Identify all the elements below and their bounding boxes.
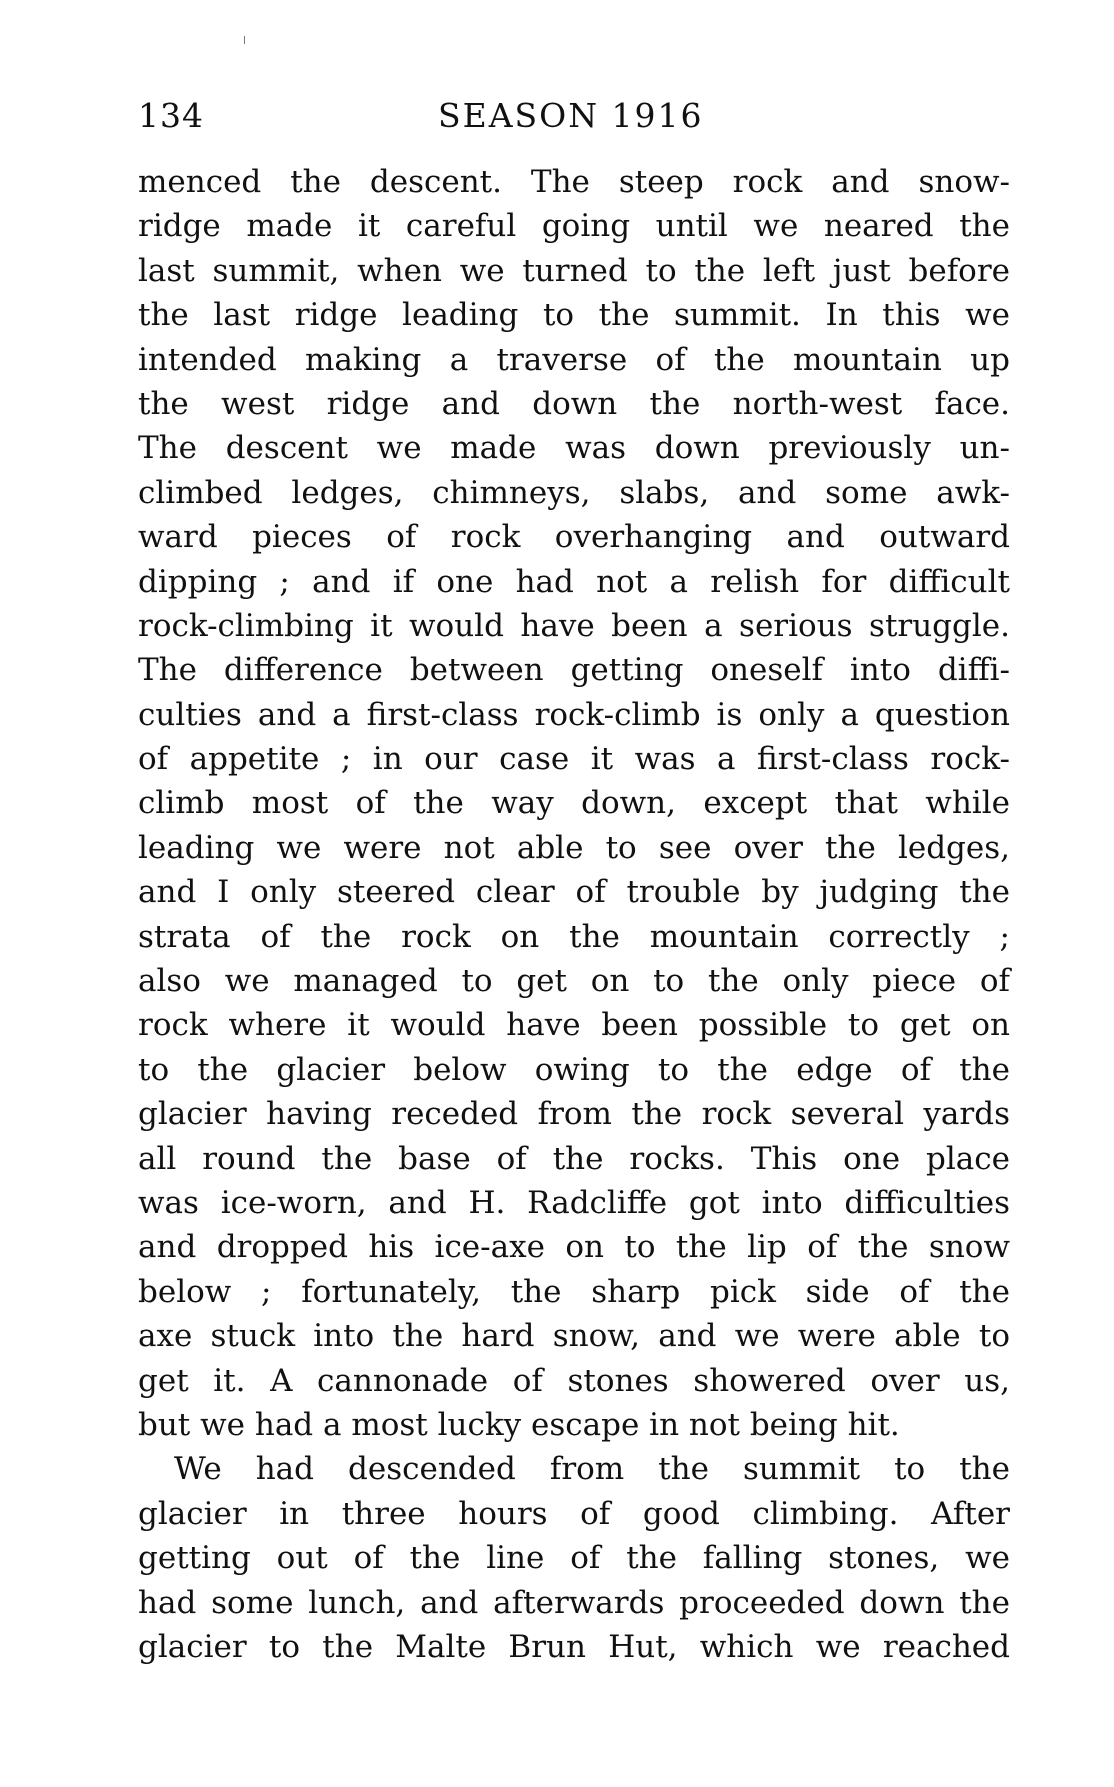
text-line: all round the base of the rocks. This one place (138, 1140, 1010, 1177)
text-line: to the glacier below owing to the edge of the (138, 1051, 1010, 1088)
text-line: ridge made it careful going until we neared the (138, 208, 1010, 245)
text-line: axe stuck into the hard snow, and we were able to (138, 1318, 1010, 1355)
text-line: glacier to the Malte Brun Hut, which we reached (138, 1628, 1010, 1665)
text-line: the west ridge and down the north-west face. (138, 385, 1010, 422)
text-line: strata of the rock on the mountain correctly ; (138, 918, 1010, 955)
page-number: 134 (138, 96, 204, 135)
text-line: of appetite ; in our case it was a first-class rock- (138, 741, 1010, 778)
running-title: SEASON 1916 (438, 96, 704, 135)
text-line: below ; fortunately, the sharp pick side of the (138, 1273, 1010, 1310)
text-line: rock where it would have been possible to get on (138, 1007, 1010, 1044)
text-line: the last ridge leading to the summit. In this we (138, 297, 1010, 334)
text-line: leading we were not able to see over the ledges, (138, 829, 1010, 866)
stray-mark (244, 36, 245, 44)
text-line: The difference between getting oneself into diffi- (138, 652, 1010, 689)
text-line: getting out of the line of the falling stones, we (138, 1540, 1010, 1577)
text-line: but we had a most lucky escape in not being hit. (138, 1406, 900, 1443)
text-line: ward pieces of rock overhanging and outward (138, 519, 1010, 556)
text-line: glacier having receded from the rock several yards (138, 1096, 1010, 1133)
text-line: menced the descent. The steep rock and snow- (138, 164, 1010, 200)
text-line: was ice-worn, and H. Radcliffe got into difficulties (138, 1184, 1010, 1221)
text-line: last summit, when we turned to the left just before (138, 252, 1010, 289)
text-line: climbed ledges, chimneys, slabs, and some awk- (138, 474, 1010, 511)
text-line: also we managed to get on to the only piece of (138, 963, 1010, 1000)
body-text (138, 160, 1010, 1669)
text-line: had some lunch, and afterwards proceeded down the (138, 1584, 1010, 1621)
text-line: and dropped his ice-axe on to the lip of the snow (138, 1229, 1010, 1266)
text-line: get it. A cannonade of stones showered over us, (138, 1362, 1010, 1399)
text-line: dipping ; and if one had not a relish for difficult (138, 563, 1010, 600)
text-line: intended making a traverse of the mountain up (138, 341, 1010, 378)
text-line: climb most of the way down, except that while (138, 785, 1010, 822)
running-head (138, 96, 1010, 146)
text-line-paragraph-start: We had descended from the summit to the (174, 1451, 1010, 1488)
text-line: glacier in three hours of good climbing. After (138, 1495, 1010, 1532)
text-line: and I only steered clear of trouble by judging the (138, 874, 1010, 911)
text-line: rock-climbing it would have been a serious struggle. (138, 607, 1010, 644)
text-line: The descent we made was down previously un- (138, 430, 1010, 467)
text-line: culties and a first-class rock-climb is only a question (138, 696, 1010, 733)
